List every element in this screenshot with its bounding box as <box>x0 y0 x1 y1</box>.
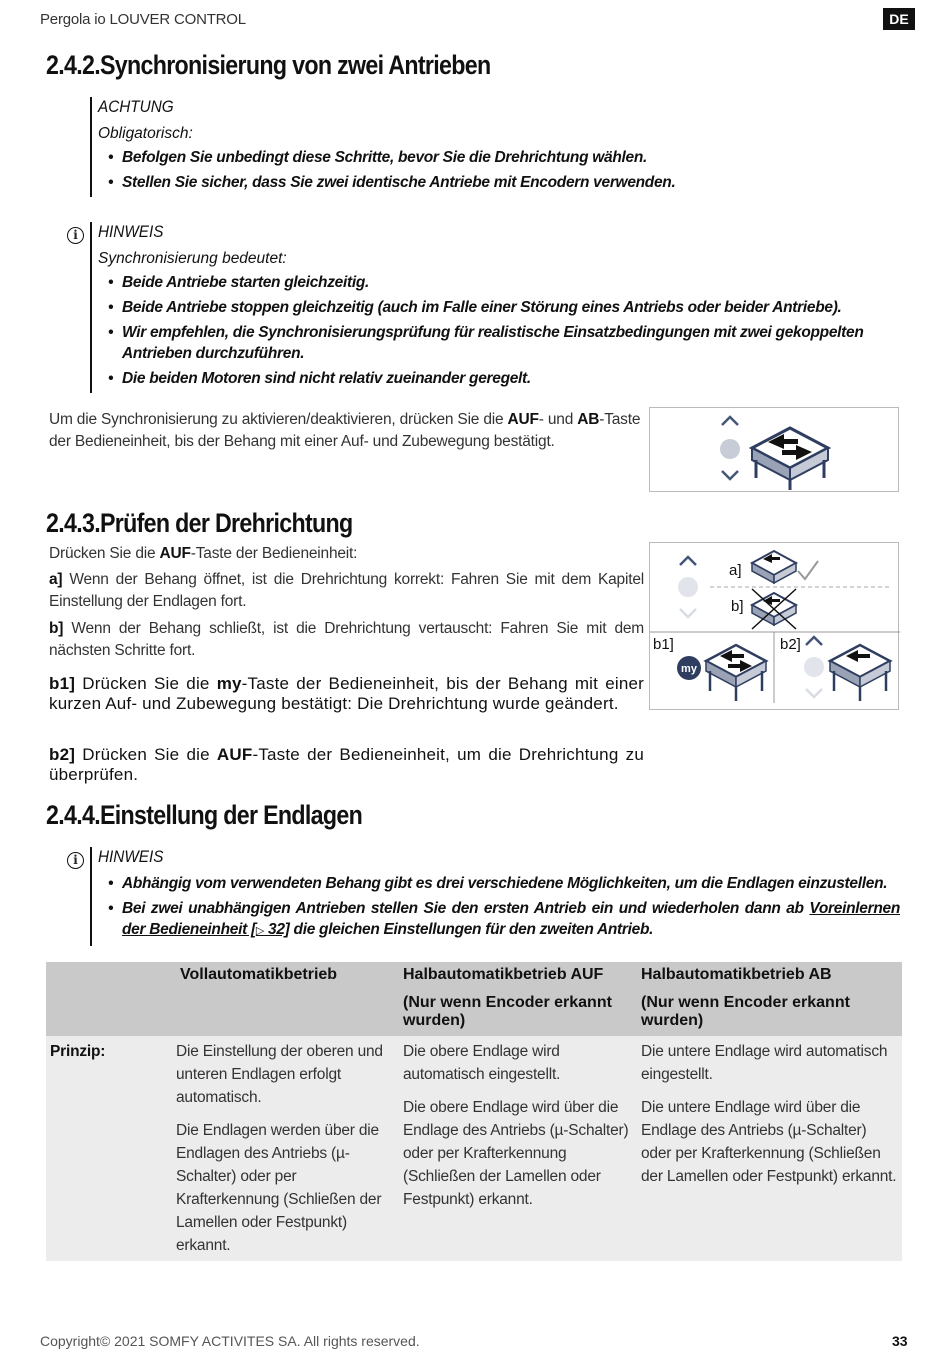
pergola-icon <box>752 428 828 490</box>
key-ab: AB <box>577 411 600 428</box>
text-run: Wenn der Behang schließt, ist die Drehrichtung vertauscht: Fahren Sie mit dem nächsten Schritte fort. <box>49 620 644 659</box>
table-header-cell <box>172 962 399 1036</box>
info-icon: i <box>67 852 84 869</box>
sync-instruction <box>49 409 644 453</box>
row-label: Prinzip: <box>46 1036 172 1261</box>
warning-item: • Stellen Sie sicher, dass Sie zwei identische Antriebe mit Encodern verwenden. <box>98 172 900 193</box>
direction-intro <box>49 543 644 565</box>
endlagen-table <box>46 962 902 1261</box>
step-label: b] <box>49 620 64 637</box>
link-text: Voreinlernen der Bedieneinheit [ <box>122 900 900 938</box>
warning-item: • Befolgen Sie unbedingt diese Schritte, bevor Sie die Drehrichtung wählen. <box>98 147 900 168</box>
text-run: Drücken Sie die <box>49 545 160 562</box>
info-icon: i <box>67 227 84 244</box>
header-title: Halbautomatikbetrieb AB <box>641 966 832 983</box>
checkmark-icon <box>798 561 818 579</box>
text-run: -Taste der Bedieneinheit, bis der Behang mit einer kurzen Auf- und Zubewegung bestätigt: Die Drehrichtung wurde geändert. <box>49 674 644 713</box>
note-title: HINWEIS <box>98 847 164 866</box>
table-header-row <box>46 962 902 1036</box>
sync-illustration <box>650 408 900 493</box>
language-badge: DE <box>883 8 915 30</box>
up-arrow-icon <box>680 557 696 565</box>
key-auf: AUF <box>159 545 191 562</box>
note-box-sync <box>90 222 900 393</box>
endlagen-table-wrapper <box>46 962 902 1261</box>
step-label: b1] <box>49 674 76 693</box>
down-arrow-icon <box>680 609 696 617</box>
link-page: 32] <box>264 921 290 938</box>
up-arrow-icon <box>722 417 738 425</box>
note-title: HINWEIS <box>98 222 164 241</box>
cell-paragraph: Die obere Endlage wird über die Endlage des Antriebs (µ-Schalter) oder per Krafterkennung (Schließen der Lamellen oder Festpunkt) erkannt. <box>403 1099 629 1208</box>
note-item <box>98 898 900 942</box>
step-label: b2] <box>49 745 76 764</box>
key-auf: AUF <box>216 745 253 764</box>
section-heading-2-4-3: 2.4.3.Prüfen der Drehrichtung <box>46 508 353 538</box>
step-a <box>49 569 644 613</box>
text-run: Drücken Sie die <box>75 745 217 764</box>
cell-paragraph: Die Endlagen werden über die Endlagen des Antriebs (µ-Schalter) oder per Krafterkennung (Schließen der Lamellen oder Festpunkt) erkannt. <box>176 1122 382 1254</box>
my-button-icon <box>804 657 824 677</box>
text-run: -Taste der Bedieneinheit: <box>190 545 358 562</box>
key-auf: AUF <box>507 411 539 428</box>
fig-label-b2: b2] <box>780 636 801 653</box>
text-run: Um die Synchronisierung zu aktivieren/deaktivieren, drücken Sie die <box>49 411 508 428</box>
page-pointer-icon: ▷ <box>255 925 264 937</box>
note-subtitle: Synchronisierung bedeutet: <box>98 250 287 267</box>
note-box-endlagen <box>90 847 900 946</box>
fig-label-b: b] <box>731 598 744 615</box>
up-arrow-icon <box>806 637 822 645</box>
table-header-cell <box>46 962 172 1036</box>
text-run: Bei zwei unabhängigen Antrieben stellen Sie den ersten Antrieb ein und wiederholen dann ab <box>122 900 810 917</box>
table-header-cell <box>399 962 637 1036</box>
text-run: -Taste der Bedieneinheit, um die Drehrichtung zu überprüfen. <box>49 745 644 784</box>
my-button-icon <box>720 439 740 459</box>
pergola-icon <box>830 645 890 701</box>
note-item: • Beide Antriebe stoppen gleichzeitig (auch im Falle einer Störung eines Antriebs oder beider Antriebe). <box>98 297 900 318</box>
warning-title: ACHTUNG <box>98 97 174 116</box>
figure-direction <box>649 542 899 710</box>
cell-paragraph: Die untere Endlage wird über die Endlage des Antriebs (µ-Schalter) oder per Krafterkennung (Schließen der Lamellen oder Festpunkt) erkannt. <box>641 1099 897 1185</box>
copyright: Copyright© 2021 SOMFY ACTIVITES SA. All rights reserved. <box>40 1333 420 1349</box>
header-subtitle: (Nur wenn Encoder erkannt wurden) <box>641 994 850 1029</box>
text-run: Drücken Sie die <box>75 674 217 693</box>
section-heading-2-4-4: 2.4.4.Einstellung der Endlagen <box>46 800 363 830</box>
warning-box <box>90 97 900 197</box>
table-cell <box>637 1036 902 1261</box>
down-arrow-icon <box>806 689 822 697</box>
cell-paragraph: Die Einstellung der oberen und unteren Endlagen erfolgt automatisch. <box>176 1043 383 1106</box>
fig-label-a: a] <box>729 562 742 579</box>
down-arrow-icon <box>722 471 738 479</box>
pergola-icon <box>752 551 796 583</box>
step-b2 <box>49 745 644 785</box>
table-cell <box>399 1036 637 1261</box>
fig-label-b1: b1] <box>653 636 674 653</box>
my-button-icon <box>678 577 698 597</box>
step-label: a] <box>49 571 63 588</box>
key-my: my <box>216 674 242 693</box>
header-title: Halbautomatikbetrieb AUF <box>403 966 604 983</box>
my-key-label: my <box>681 663 697 675</box>
text-run: die gleichen Einstellungen für den zweiten Antrieb. <box>289 921 654 938</box>
table-cell <box>172 1036 399 1261</box>
warning-subtitle: Obligatorisch: <box>98 125 193 142</box>
header-subtitle: (Nur wenn Encoder erkannt wurden) <box>403 994 612 1029</box>
text-run: -Taste der Bedieneinheit, bis der Behang mit einer Auf- und Zubewegung bestätigt. <box>49 411 641 450</box>
text-run: - und <box>538 411 578 428</box>
step-b1 <box>49 674 644 714</box>
direction-illustration <box>650 543 900 711</box>
note-item: • Beide Antriebe starten gleichzeitig. <box>98 272 900 293</box>
note-item: • Wir empfehlen, die Synchronisierungsprüfung für realistische Einsatzbedingungen mit zwei gekoppelten Antrieben durchzuführen. <box>98 322 900 364</box>
text-run: Wenn der Behang öffnet, ist die Drehrichtung korrekt: Fahren Sie mit dem Kapitel Einstellung der Endlagen fort. <box>49 571 644 610</box>
section-heading-2-4-2: 2.4.2.Synchronisierung von zwei Antrieben <box>46 50 491 80</box>
cell-paragraph: Die untere Endlage wird automatisch eingestellt. <box>641 1043 888 1083</box>
table-row <box>46 1036 902 1261</box>
pergola-icon <box>706 645 766 701</box>
page-number: 33 <box>892 1333 908 1349</box>
cell-paragraph: Die obere Endlage wird automatisch eingestellt. <box>403 1043 561 1083</box>
table-header-cell <box>637 962 902 1036</box>
figure-sync <box>649 407 899 492</box>
note-item: • Abhängig vom verwendeten Behang gibt es drei verschiedene Möglichkeiten, um die Endlagen einzustellen. <box>98 873 900 894</box>
header-title: Vollautomatikbetrieb <box>180 966 338 983</box>
step-b <box>49 618 644 662</box>
document-title: Pergola io LOUVER CONTROL <box>40 11 246 28</box>
note-item: • Die beiden Motoren sind nicht relativ zueinander geregelt. <box>98 368 900 389</box>
